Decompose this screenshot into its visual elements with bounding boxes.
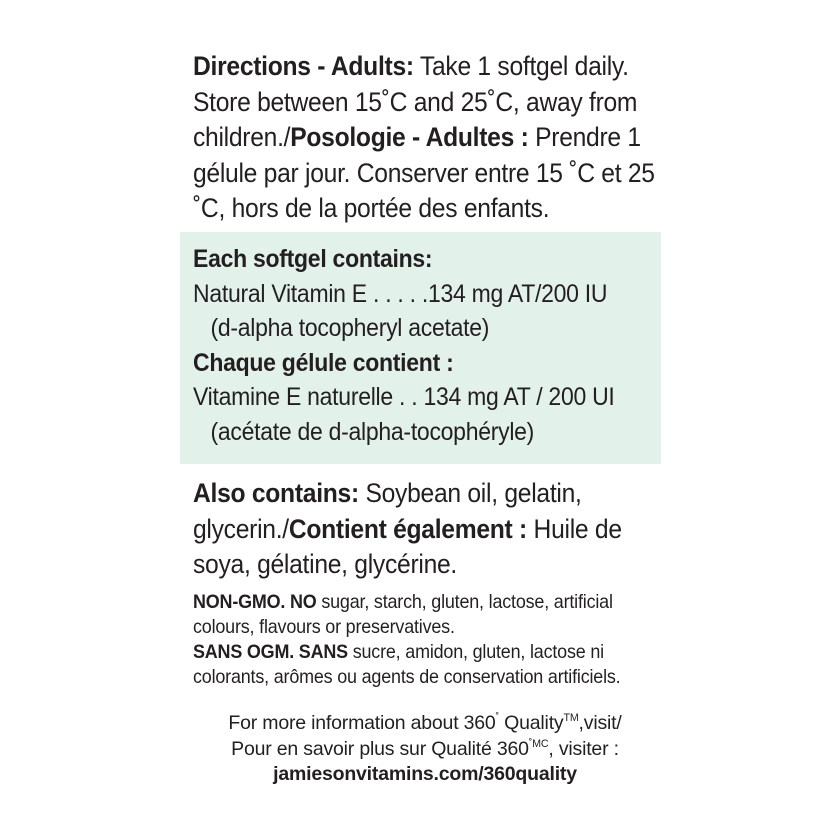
also-contains-heading-en: Also contains: bbox=[193, 478, 359, 508]
footer-end-en: ,visit/ bbox=[578, 712, 622, 734]
directions-heading-fr: Posologie - Adultes : bbox=[290, 122, 529, 152]
ingredient-source-en: (d-alpha tocopheryl acetate) bbox=[210, 314, 490, 342]
non-gmo-line1-en: sugar, starch, gluten, lactose, artificial bbox=[316, 591, 613, 613]
website-url: jamiesonvitamins.com/360quality bbox=[273, 763, 577, 785]
contents-heading-fr: Chaque gélule contient : bbox=[193, 348, 454, 377]
contents-section bbox=[193, 242, 671, 449]
degree-mark: ˚ bbox=[495, 711, 499, 724]
footer-line-fr bbox=[190, 737, 660, 763]
contents-heading-en: Each softgel contains: bbox=[193, 245, 433, 273]
footer-line-en bbox=[190, 711, 660, 737]
ingredient-source-fr: (acétate de d-alpha-tocophéryle) bbox=[210, 417, 535, 446]
directions-heading-en: Directions - Adults: bbox=[193, 51, 414, 81]
directions-section bbox=[193, 49, 663, 227]
non-gmo-line2-en: colours, flavours or preservatives. bbox=[193, 616, 455, 638]
non-gmo-section bbox=[193, 590, 662, 690]
non-gmo-heading-en: NON-GMO. NO bbox=[193, 591, 317, 613]
also-contains-text-fr: Huile de soya, gélatine, glycérine. bbox=[193, 513, 622, 579]
non-gmo-line2-fr: colorants, arômes ou agents de conservation artificiels. bbox=[193, 666, 621, 688]
footer-section bbox=[190, 711, 660, 788]
footer-text-fr: Pour en savoir plus sur Qualité 360 bbox=[231, 737, 529, 760]
ingredient-line-en: Natural Vitamin E . . . . .134 mg AT/200 IU bbox=[193, 279, 608, 308]
also-contains-text-en: Soybean oil, gelatin, glycerin./ bbox=[193, 478, 582, 544]
directions-text-en: Take 1 softgel daily. Store between 15˚C and 25˚C, away from children./ bbox=[193, 51, 638, 152]
footer-text-en: For more information about 360 bbox=[228, 712, 496, 734]
also-contains-heading-fr: Contient également : bbox=[288, 513, 527, 544]
non-gmo-heading-fr: SANS OGM. SANS bbox=[193, 641, 348, 663]
footer-end-fr: , visiter : bbox=[548, 737, 619, 760]
trademark-mark: TM bbox=[563, 711, 579, 724]
non-gmo-line1-fr: sucre, amidon, gluten, lactose ni bbox=[347, 641, 604, 663]
marque-de-commerce-mark: ˚MC bbox=[528, 737, 549, 750]
footer-quality-en: Quality bbox=[498, 712, 564, 734]
ingredient-line-fr: Vitamine E naturelle . . 134 mg AT / 200 UI bbox=[193, 383, 615, 411]
also-contains-section bbox=[193, 476, 663, 583]
directions-text-fr: Prendre 1 gélule par jour. Conserver entre 15 ˚C et 25 ˚C, hors de la portée des enfants. bbox=[193, 122, 655, 223]
